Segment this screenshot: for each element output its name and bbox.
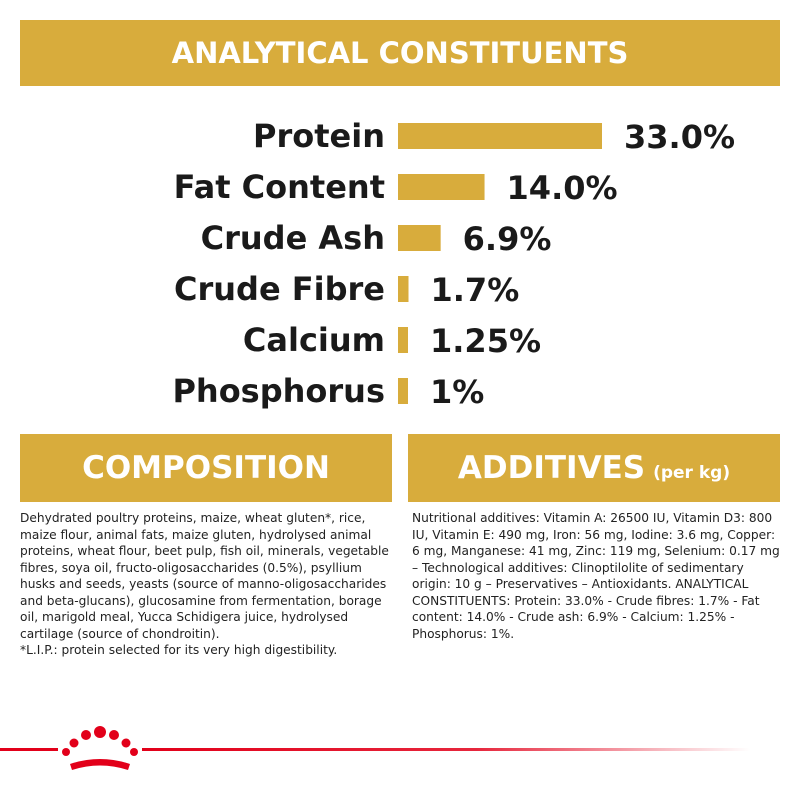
bar-crude-fibre [398, 276, 409, 302]
category-label-crude-ash: Crude Ash [200, 219, 385, 257]
bar-phosphorus [398, 378, 408, 404]
additives-title: ADDITIVES [457, 450, 646, 486]
footer-band [0, 724, 800, 784]
value-label-calcium: 1.25% [430, 322, 542, 360]
additives-banner [408, 434, 780, 502]
additives-title-suffix: (per kg) [653, 463, 731, 483]
analytical-constituents-title: ANALYTICAL CONSTITUENTS [171, 36, 629, 70]
category-label-crude-fibre: Crude Fibre [173, 270, 385, 308]
analytical-constituents-chart [0, 100, 800, 420]
footer-red-line-left [0, 748, 58, 751]
composition-note: *L.I.P.: protein selected for its very high digestibility. [20, 643, 338, 657]
bar-protein [398, 123, 602, 149]
composition-text-block [20, 510, 392, 659]
composition-banner [20, 434, 392, 502]
bar-fat-content [398, 174, 485, 200]
footer-red-line-right [142, 748, 750, 751]
category-label-calcium: Calcium [242, 321, 385, 359]
additives-details: Nutritional additives: Vitamin A: 26500 IU, Vitamin D3: 800 IU, Vitamin E: 490 mg, Iron: 56 mg, Iodine: 3.6 mg, Copper: 6 mg, Manganese: 41 mg, Zinc: 119 mg, Selenium: 0.17 mg – Technological additives: Clinoptilolite of sedimentary origin: 10 g – Preservatives – Antioxidants. ANALYTICAL CONSTITUENTS: Protein: 33.0% - Crude fibres: 1.7% - Fat content: 14.0% - Crude ash: 6.9% - Calcium: 1.25% - Phosphorus: 1%. [412, 511, 780, 641]
value-label-crude-fibre: 1.7% [430, 271, 520, 309]
composition-ingredients: Dehydrated poultry proteins, maize, wheat gluten*, rice, maize flour, animal fats, maize gluten, hydrolysed animal proteins, wheat flour, beet pulp, fish oil, minerals, vegetable fibres, soya oil, fructo-oligosaccharides (0.5%), psyllium husks and seeds, yeasts (source of manno-oligosaccharides and beta-glucans), glucosamine from fermentation, borage oil, marigold meal, Yucca Schidigera juice, hydrolysed cartilage (source of chondroitin). [20, 511, 389, 641]
value-label-protein: 33.0% [624, 118, 736, 156]
additives-text-block [412, 510, 784, 642]
composition-title: COMPOSITION [82, 450, 330, 486]
value-label-crude-ash: 6.9% [462, 220, 552, 258]
category-label-fat-content: Fat Content [173, 168, 385, 206]
category-label-phosphorus: Phosphorus [172, 372, 385, 410]
bar-calcium [398, 327, 408, 353]
analytical-constituents-banner [20, 20, 780, 86]
value-label-phosphorus: 1% [430, 373, 485, 411]
value-label-fat-content: 14.0% [506, 169, 618, 207]
category-label-protein: Protein [253, 117, 385, 155]
bar-crude-ash [398, 225, 441, 251]
crown-icon [62, 726, 138, 770]
